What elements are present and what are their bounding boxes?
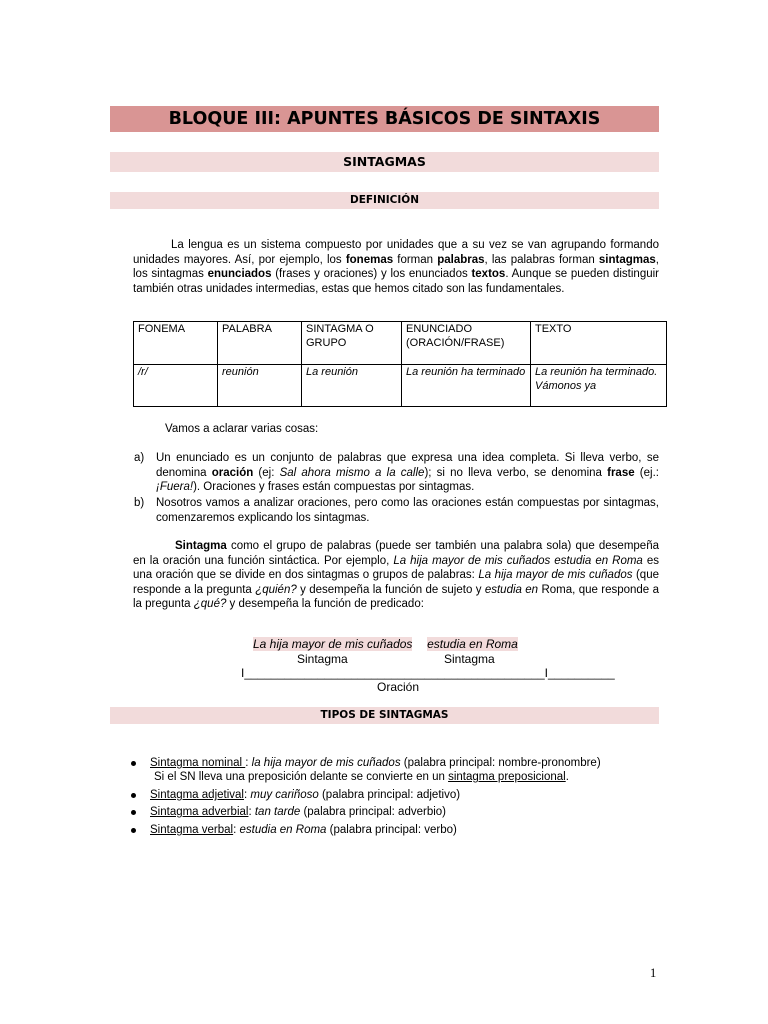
bullet-icon	[131, 810, 136, 815]
table-cell: La reunión ha terminado	[402, 365, 531, 407]
list-item-note: Si el SN lleva una preposición delante se convierte en un sintagma preposicional.	[154, 771, 569, 783]
bullet-icon	[131, 828, 136, 833]
table-cell: La reunión ha terminado. Vámonos ya	[531, 365, 667, 407]
table-header-cell: PALABRA	[218, 322, 302, 365]
sintagma-definition: Sintagma como el grupo de palabras (puede ser también una palabra sola) que desempeña en la oración una función sintáctica. Por ejemplo, La hija mayor de mis cuñados estudia en Roma es una oración que se divide en dos sintagmas o grupos de palabras: La hija mayor de mis cuñados (que responde a la pregunta ¿quién? y desempeña la función de sujeto y estudia en Roma, que responde a la pregunta ¿qué? y desempeña la función de predicado:	[133, 540, 659, 610]
clarify-line: Vamos a aclarar varias cosas:	[165, 423, 319, 435]
list-item-b: b) Nosotros vamos a analizar oraciones, pero como las oraciones están compuestas por sintagmas, comenzaremos explicando los sintagmas.	[134, 497, 659, 524]
list-item: Sintagma verbal: estudia en Roma (palabra principal: verbo)	[150, 823, 650, 837]
list-item: Sintagma nominal : la hija mayor de mis cuñados (palabra principal: nombre-pronombre)	[150, 756, 660, 770]
list-letter: b)	[134, 497, 145, 509]
table-header-cell: SINTAGMA O GRUPO	[302, 322, 402, 365]
definition-heading: DEFINICIÓN	[110, 192, 659, 209]
section-title: SINTAGMAS	[110, 152, 659, 172]
table-cell: /r/	[134, 365, 218, 407]
units-table	[133, 321, 667, 407]
sentence-divider: I_____________________________________________I__________	[241, 666, 615, 680]
table-row	[134, 365, 667, 407]
table-header-cell: TEXTO	[531, 322, 667, 365]
list-item-a: a) Un enunciado es un conjunto de palabras que expresa una idea completa. Si lleva verbo, se denomina oración (ej: Sal ahora mismo a la calle); si no lleva verbo, se denomina frase (ej.: ¡Fuera!). Oraciones y frases están compuestas por sintagmas.	[134, 452, 659, 493]
predicate-phrase: estudia en Roma	[427, 637, 518, 651]
sentence-label: Oración	[377, 680, 420, 694]
intro-paragraph: La lengua es un sistema compuesto por unidades que a su vez se van agrupando formando unidades mayores. Así, por ejemplo, los fonemas forman palabras, las palabras forman sintagmas, los sintagmas enunciados (frases y oraciones) y los enunciados textos. Aunque se pueden distinguir también otras unidades intermedias, estas que hemos citado son las fundamentales.	[133, 239, 659, 295]
predicate-label: Sintagma	[444, 652, 495, 666]
bullet-icon	[131, 793, 136, 798]
list-letter: a)	[134, 452, 145, 464]
table-cell: reunión	[218, 365, 302, 407]
list-item: Sintagma adjetival: muy cariñoso (palabra principal: adjetivo)	[150, 788, 650, 802]
page-number: 1	[650, 966, 657, 980]
document-title: BLOQUE III: APUNTES BÁSICOS DE SINTAXIS	[110, 106, 659, 132]
types-heading: TIPOS DE SINTAGMAS	[110, 707, 659, 724]
table-cell: La reunión	[302, 365, 402, 407]
table-header-cell: FONEMA	[134, 322, 218, 365]
bullet-icon	[131, 761, 136, 766]
table-header-cell: ENUNCIADO (ORACIÓN/FRASE)	[402, 322, 531, 365]
subject-label: Sintagma	[297, 652, 348, 666]
table-header-row	[134, 322, 667, 365]
subject-phrase: La hija mayor de mis cuñados	[253, 637, 413, 651]
list-item: Sintagma adverbial: tan tarde (palabra principal: adverbio)	[150, 805, 650, 819]
